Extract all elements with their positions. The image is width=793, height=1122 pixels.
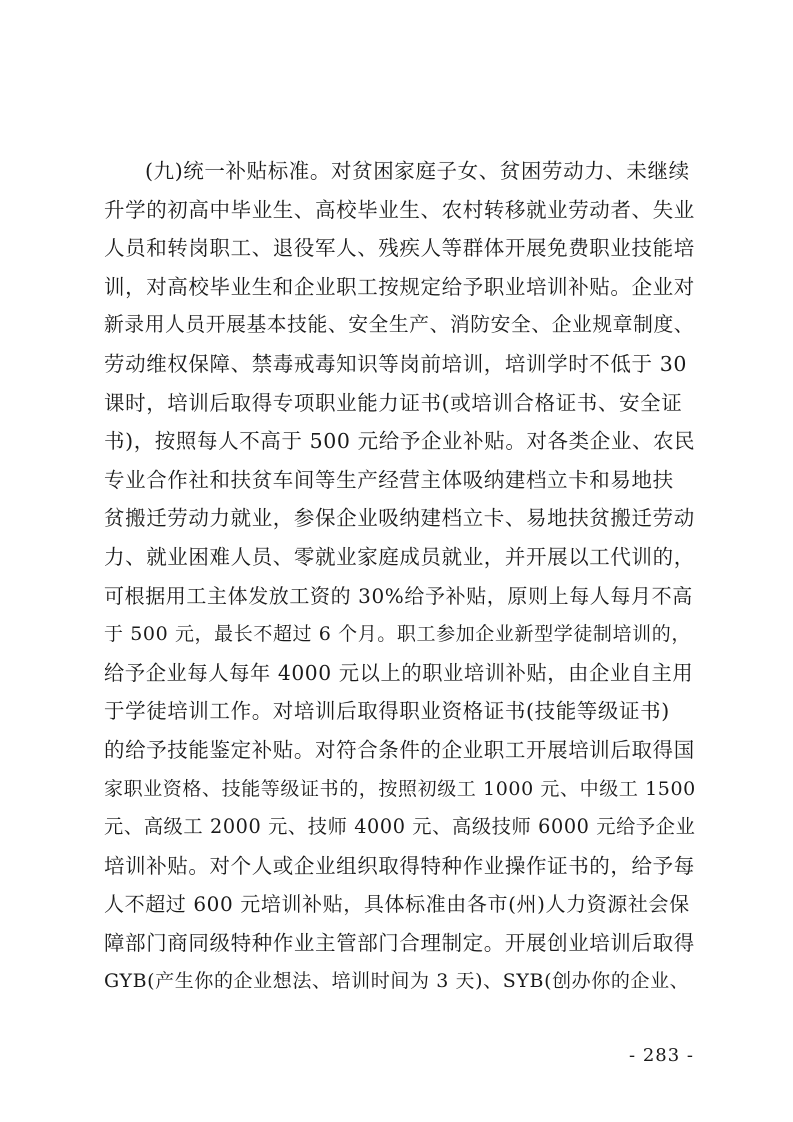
text-line: 新录用人员开展基本技能、安全生产、消防安全、企业规章制度、 [104, 313, 695, 337]
text-line: 专业合作社和扶贫车间等生产经营主体吸纳建档立卡和易地扶 [104, 467, 674, 492]
text-line: 的给予技能鉴定补贴。对符合条件的企业职工开展培训后取得国 [104, 737, 695, 762]
text-line: 劳动维权保障、禁毒戒毒知识等岗前培训，培训学时不低于 30 [104, 351, 687, 376]
text-line: 人员和转岗职工、退役军人、残疾人等群体开展免费职业技能培 [104, 236, 695, 261]
text-line: 训，对高校毕业生和企业职工按规定给予职业培训补贴。企业对 [104, 274, 695, 299]
text-line: (九)统一补贴标准。对贫困家庭子女、贫困劳动力、未继续 [145, 159, 690, 183]
text-line: 给予企业每人每年 4000 元以上的职业培训补贴，由企业自主用 [104, 660, 694, 685]
text-line: 贫搬迁劳动力就业，参保企业吸纳建档立卡、易地扶贫搬迁劳动 [104, 506, 695, 531]
text-line: 培训补贴。对个人或企业组织取得特种作业操作证书的，给予每 [104, 853, 695, 878]
text-line: GYB(产生你的企业想法、培训时间为 3 天)、SYB(创办你的企业、 [104, 970, 690, 993]
text-line: 障部门商同级特种作业主管部门合理制定。开展创业培训后取得 [104, 930, 695, 955]
text-line: 课时，培训后取得专项职业能力证书(或培训合格证书、安全证 [104, 390, 683, 415]
text-line: 升学的初高中毕业生、高校毕业生、农村转移就业劳动者、失业 [104, 197, 695, 222]
text-line: 人不超过 600 元培训补贴，具体标准由各市(州)人力资源社会保 [104, 892, 690, 917]
text-line: 于学徒培训工作。对培训后取得职业资格证书(技能等级证书) [104, 699, 670, 724]
text-line: 力、就业困难人员、零就业家庭成员就业，并开展以工代训的， [104, 544, 695, 569]
page-number: - 283 - [629, 1045, 694, 1066]
text-line: 家职业资格、技能等级证书的，按照初级工 1000 元、中级工 1500 [104, 777, 696, 800]
text-line: 元、高级工 2000 元、技师 4000 元、高级技师 6000 元给予企业 [104, 815, 696, 839]
text-line: 书)，按照每人不高于 500 元给予企业补贴。对各类企业、农民 [104, 429, 696, 454]
text-line: 于 500 元，最长不超过 6 个月。职工参加企业新型学徒制培训的， [104, 623, 691, 646]
text-line: 可根据用工主体发放工资的 30%给予补贴，原则上每人每月不高 [104, 583, 693, 608]
body-paragraph [104, 152, 696, 1001]
